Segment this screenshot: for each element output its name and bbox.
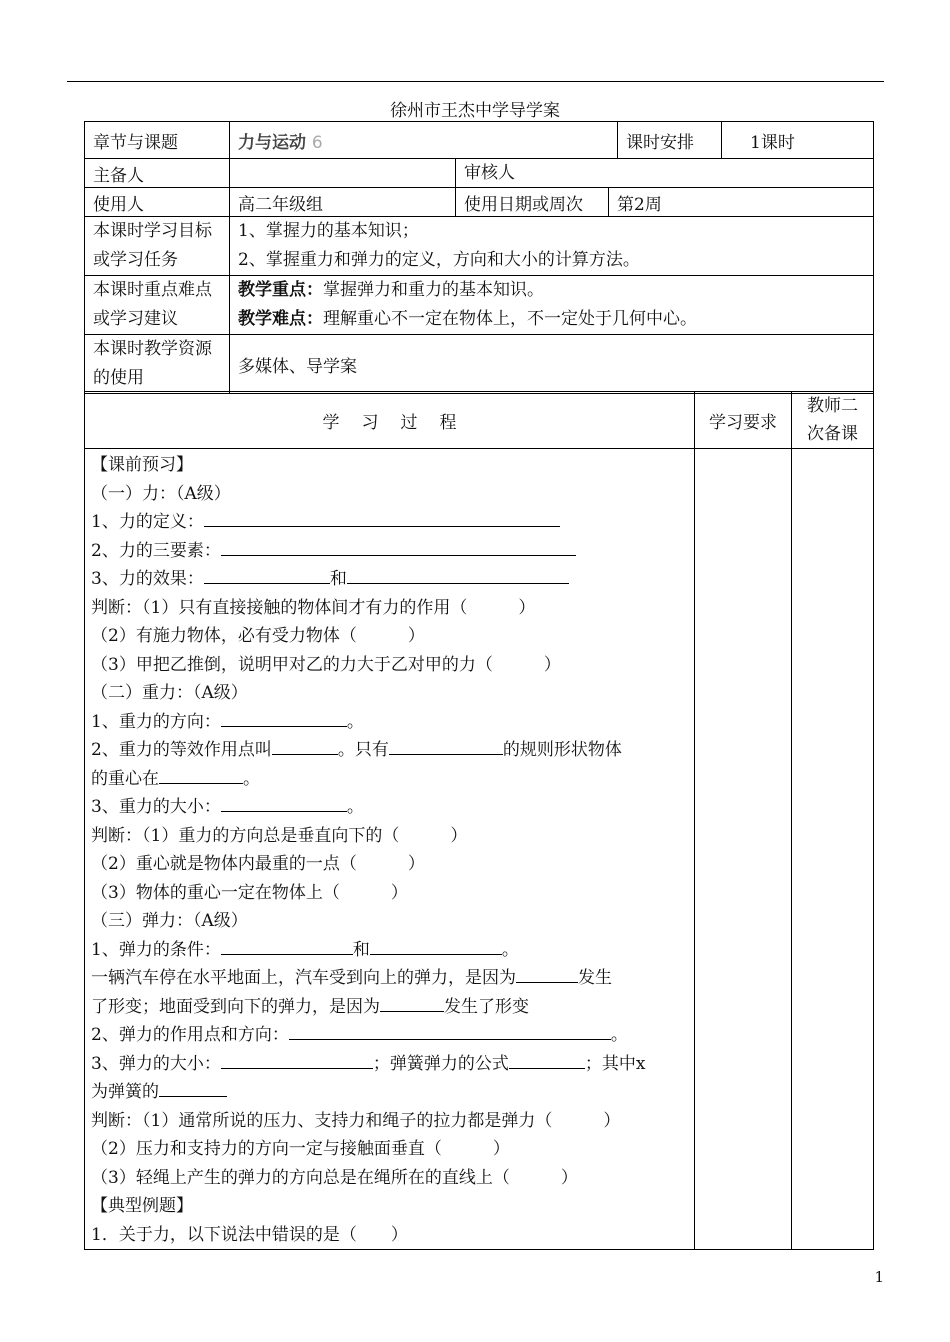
teacher-column [792,449,874,1250]
judge-elastic-3: （3）轻绳上产生的弹力的方向总是在绳所在的直线上（ ） [91,1167,578,1188]
force-three-elements: 2、力的三要素： [91,537,688,566]
preview-heading: 【课前预习】 [91,455,193,475]
force-definition: 1、力的定义： [91,508,688,537]
goal-2: 2、掌握重力和弹力的定义，方向和大小的计算方法。 [238,250,640,270]
resources-label: 本课时教学资源的使用 [85,335,230,394]
elastic-point-direction: 2、弹力的作用点和方向： 。 [91,1025,628,1045]
user-value: 高二年级组 [230,188,456,217]
judge-force-3: （3）甲把乙推倒，说明甲对乙的力大于乙对甲的力（ ） [91,654,561,675]
keypoint-text: 掌握弹力和重力的基本知识。 [323,280,544,300]
page-number: 1 [874,1268,884,1286]
process-table [84,391,874,1250]
top-rule [67,81,884,82]
teacher-header: 教师二次备课 [792,392,874,449]
requirements-column [695,449,792,1250]
judge-elastic-2: （2）压力和支持力的方向一定与接触面垂直（ ） [91,1139,510,1159]
difficulty-title: 教学难点： [238,309,323,329]
gravity-magnitude: 3、重力的大小： 。 [91,797,364,817]
elastic-magnitude-2: 为弹簧的 [91,1078,688,1107]
judge-gravity-3: （3）物体的重心一定在物体上（ ） [91,882,408,903]
schedule-value: 1课时 [722,122,874,159]
preparer-value [230,159,456,188]
reviewer-label: 审核人 [464,163,515,183]
example-1: 1．关于力，以下说法中错误的是（ ） [91,1224,408,1245]
gravity-center-2: 的重心在 。 [91,768,260,789]
car-example-1: 一辆汽车停在水平地面上，汽车受到向上的弹力，是因为 发生 [91,968,612,988]
requirements-header: 学习要求 [695,392,792,449]
goals-label: 本课时学习目标或学习任务 [85,217,230,276]
process-header: 学习过程 [85,392,695,449]
keypoints-label: 本课时重点难点或学习建议 [85,276,230,335]
reviewer-cell [456,159,874,188]
car-example-2: 了形变；地面受到向下的弹力，是因为 发生了形变 [91,996,529,1017]
chapter-value: 力与运动 6 [230,122,618,159]
judge-gravity-2: （2）重心就是物体内最重的一点（ ） [91,854,425,874]
goal-1: 1、掌握力的基本知识； [238,221,419,241]
judge-elastic-1: 判断：（1）通常所说的压力、支持力和绳子的拉力都是弹力（ ） [91,1110,621,1131]
resources-value: 多媒体、导学案 [230,335,874,394]
keypoint-title: 教学重点： [238,280,323,300]
keypoints-value [230,276,874,335]
judge-force-1: 判断：（1）只有直接接触的物体间才有力的作用（ ） [91,597,536,618]
gravity-direction: 1、重力的方向： 。 [91,711,364,732]
info-table [84,121,874,394]
elastic-conditions: 1、弹力的条件： 和 。 [91,939,519,960]
examples-heading: 【典型例题】 [91,1196,193,1216]
date-value: 第2周 [609,188,874,217]
user-label: 使用人 [85,188,230,217]
preparer-label: 主备人 [85,159,230,188]
section-force: （一）力：（A级） [91,483,231,504]
gravity-center-1: 2、重力的等效作用点叫 。只有 的规则形状物体 [91,740,622,760]
schedule-label: 课时安排 [618,122,722,159]
date-label: 使用日期或周次 [456,188,609,217]
document-title: 徐州市王杰中学导学案 [390,101,560,121]
judge-gravity-1: 判断：（1）重力的方向总是垂直向下的（ ） [91,825,468,846]
chapter-label: 章节与课题 [85,122,230,159]
difficulty-text: 理解重心不一定在物体上，不一定处于几何中心。 [323,309,697,329]
process-content [85,449,695,1250]
judge-force-2: （2）有施力物体，必有受力物体（ ） [91,626,425,646]
elastic-magnitude-1: 3、弹力的大小： ；弹簧弹力的公式 ；其中x [91,1053,646,1074]
force-effects: 3、力的效果： 和 [91,565,688,594]
goals-value [230,217,874,276]
section-elastic: （三）弹力：（A级） [91,911,248,931]
section-gravity: （二）重力：（A级） [91,683,248,703]
